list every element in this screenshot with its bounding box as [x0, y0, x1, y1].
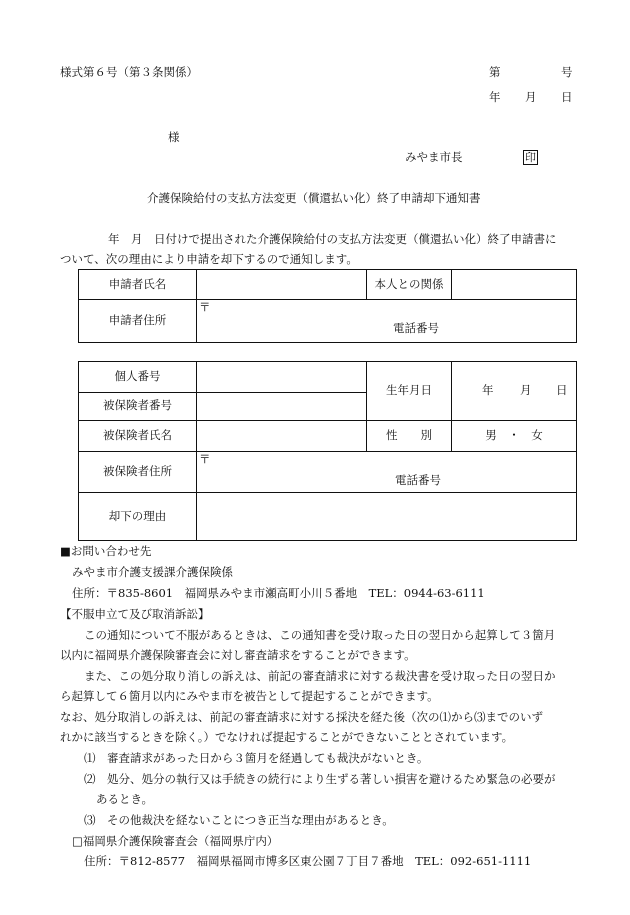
- applicant-name-label: 申請者氏名: [79, 270, 197, 300]
- appeal-item-2a: ⑵ 処分、処分の執行又は手続きの続行により生ずる著しい損害を避けるため緊急の必要が: [84, 772, 556, 786]
- applicant-table: [78, 269, 577, 343]
- relation-label: 本人との関係: [367, 270, 452, 300]
- doc-number-dai: 第: [489, 65, 501, 79]
- applicant-address-field[interactable]: [197, 300, 577, 343]
- rejection-reason-label: 却下の理由: [79, 493, 197, 541]
- contact-heading: ■お問い合わせ先: [60, 544, 152, 558]
- birth-month: 月: [520, 383, 532, 397]
- birth-date-field[interactable]: [452, 362, 577, 421]
- contact-address: 住所：〒835-8601 福岡県みやま市瀬高町小川５番地 TEL：0944-63-6111: [72, 586, 485, 600]
- individual-number-field[interactable]: [197, 362, 367, 393]
- insured-number-label: 被保険者番号: [79, 392, 197, 420]
- intro-line-1: 年 月 日付けで提出された介護保険給付の支払方法変更（償還払い化）終了申請書に: [108, 232, 557, 246]
- intro-line-2: ついて、次の理由により申請を却下するので通知します。: [60, 252, 358, 266]
- birth-day: 日: [556, 383, 568, 397]
- applicant-name-field[interactable]: [197, 270, 367, 300]
- date-month: 月: [525, 90, 537, 104]
- appeal-para-2a: また、この処分取り消しの訴えは、前記の審査請求に対する裁決書を受け取った日の翌日か: [84, 669, 556, 683]
- appeal-item-1: ⑴ 審査請求があった日から３箇月を経過しても裁決がないとき。: [84, 751, 429, 765]
- phone-label: 電話番号: [393, 321, 439, 335]
- relation-field[interactable]: [452, 270, 577, 300]
- appeal-heading: 【不服申立て及び取消訴訟】: [60, 607, 210, 621]
- insured-name-field[interactable]: [197, 421, 367, 452]
- insured-table: [78, 361, 577, 541]
- appeal-para-3b: れかに該当するときを除く。）でなければ提起することができないこととされています。: [60, 730, 514, 744]
- insured-address-field[interactable]: [197, 452, 577, 493]
- council-address: 住所：〒812-8577 福岡県福岡市博多区東公園７丁目７番地 TEL：092-651-1111: [84, 854, 532, 868]
- sex-label: 性 別: [367, 421, 452, 452]
- document-title: 介護保険給付の支払方法変更（償還払い化）終了申請却下通知書: [147, 191, 481, 205]
- applicant-address-label: 申請者住所: [79, 300, 197, 343]
- birth-year: 年: [482, 383, 494, 397]
- birth-date-label: 生年月日: [367, 362, 452, 421]
- form-number: 様式第６号（第３条関係）: [60, 65, 198, 79]
- phone-label: 電話番号: [395, 473, 441, 487]
- appeal-para-3a: なお、処分取消しの訴えは、前記の審査請求に対する採決を経た後（次の⑴から⑶までのいず: [60, 710, 543, 724]
- rejection-reason-field[interactable]: [197, 493, 577, 541]
- insured-number-field[interactable]: [197, 392, 367, 420]
- contact-office: みやま市介護支援課介護保険係: [72, 565, 233, 579]
- date-day: 日: [561, 90, 573, 104]
- postal-mark: 〒: [199, 452, 211, 466]
- appeal-item-2b: あるとき。: [96, 792, 154, 806]
- seal-mark: 印: [525, 151, 536, 164]
- postal-mark: 〒: [199, 300, 211, 314]
- insured-address-label: 被保険者住所: [79, 452, 197, 493]
- appeal-para-2b: ら起算して６箇月以内にみやま市を被告として提起することができます。: [60, 689, 439, 703]
- insured-name-label: 被保険者氏名: [79, 421, 197, 452]
- recipient-honorific: 様: [168, 130, 180, 144]
- individual-number-label: 個人番号: [79, 362, 197, 393]
- appeal-para-1b: 以内に福岡県介護保険審査会に対し審査請求をすることができます。: [60, 648, 416, 662]
- doc-number-go: 号: [561, 65, 573, 79]
- date-year: 年: [489, 90, 501, 104]
- appeal-para-1a: この通知について不服があるときは、この通知書を受け取った日の翌日から起算して３箇月: [84, 628, 556, 642]
- appeal-item-3: ⑶ その他裁決を経ないことにつき正当な理由があるとき。: [84, 813, 394, 827]
- sex-options[interactable]: 男 ・ 女: [452, 421, 577, 452]
- issuer-mayor: みやま市長: [405, 150, 463, 164]
- council-heading: □福岡県介護保険審査会（福岡県庁内）: [72, 834, 279, 848]
